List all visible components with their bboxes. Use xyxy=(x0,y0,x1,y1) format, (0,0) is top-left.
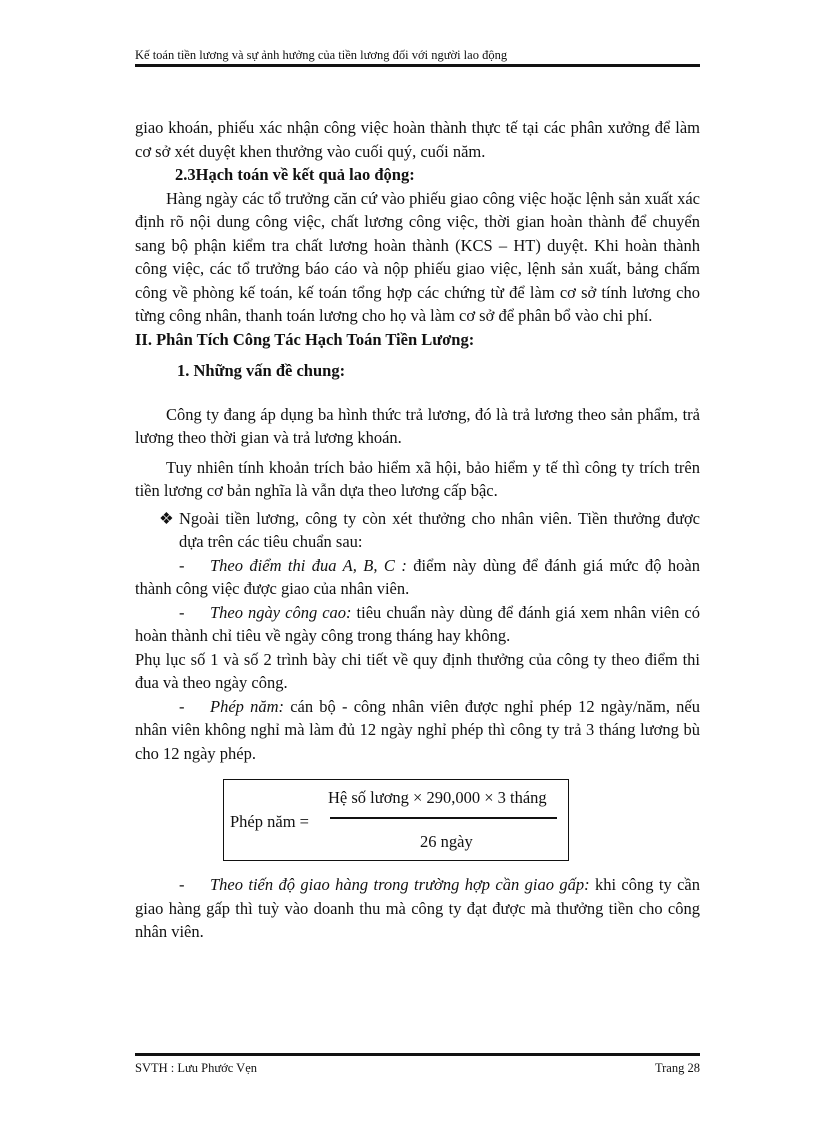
bonus-bullet-text: Ngoài tiền lương, công ty còn xét thưởng cho nhân viên. Tiền thưởng được dựa trên các tiêu chuẩn sau: xyxy=(179,508,700,551)
running-header: Kế toán tiền lương và sự ảnh hưởng của tiền lương đối với người lao động xyxy=(135,48,508,62)
annual-leave-formula-box xyxy=(223,779,569,861)
header-rule xyxy=(135,64,700,67)
footer-page-number: Trang 28 xyxy=(654,1061,700,1075)
page-body xyxy=(135,116,700,944)
criterion-desc: khi công ty cần giao hàng gấp thì tuỳ vào doanh thu mà công ty đạt được mà thưởng tiền cho công nhân viên. xyxy=(135,875,700,941)
criterion-emulation-score xyxy=(135,554,700,601)
formula-denominator: 26 ngày xyxy=(420,832,473,851)
criterion-term: Theo ngày công cao: xyxy=(210,602,352,622)
pay-forms-paragraph: Công ty đang áp dụng ba hình thức trả lương, đó là trả lương theo sản phẩm, trả lương theo thời gian và trả lương khoán. xyxy=(135,404,700,447)
dash-marker: - xyxy=(179,696,185,716)
appendix-note: Phụ lục số 1 và số 2 trình bày chi tiết về quy định thưởng của công ty theo điểm thi đua và theo ngày công. xyxy=(135,649,700,692)
heading-2-3: 2.3Hạch toán về kết quả lao động: xyxy=(175,165,415,184)
criterion-urgent-delivery xyxy=(135,873,700,944)
criterion-desc: tiêu chuẩn này dùng để đánh giá xem nhân viên có hoàn thành chỉ tiêu về ngày công trong tháng hay không. xyxy=(135,602,700,645)
footer-author: SVTH : Lưu Phước Vẹn xyxy=(135,1061,258,1075)
labor-results-paragraph: Hàng ngày các tổ trưởng căn cứ vào phiếu giao công việc hoặc lệnh sản xuất xác định rõ nội dung công việc, chất lương công việc, thời gian hoàn thành để chuyển sang bộ phận kiểm tra chất lương hoàn thành (KCS – HT) duyệt. Khi hoàn thành công việc, các tổ trưởng báo cáo và nộp phiếu giao việc, lệnh sản xuất, bảng chấm công về phòng kế toán, kế toán tổng hợp các chứng từ để làm cơ sở tính lương cho từng công nhân, thanh toán lương cho họ và làm cơ sở để phân bổ vào chi phí. xyxy=(135,188,700,325)
dash-marker: - xyxy=(179,602,185,622)
criterion-term: Theo tiến độ giao hàng trong trường hợp cần giao gấp: xyxy=(210,875,590,894)
dash-marker: - xyxy=(179,555,185,575)
criterion-annual-leave xyxy=(135,695,700,766)
bonus-bullet xyxy=(135,507,700,554)
formula-label: Phép năm = xyxy=(230,812,309,831)
footer-rule xyxy=(135,1053,700,1056)
criterion-desc: điểm này dùng để đánh giá mức độ hoàn thành công việc được giao của nhân viên. xyxy=(135,555,701,598)
criterion-desc: cán bộ - công nhân viên được nghỉ phép 12 ngày/năm, nếu nhân viên không nghỉ mà làm đủ 12 ngày nghỉ phép thì công ty trả 3 tháng lương bù cho 12 ngày phép. xyxy=(135,696,700,763)
diamond-bullet-icon: ❖ xyxy=(159,508,174,528)
criterion-term: Theo điểm thi đua A, B, C : xyxy=(210,555,407,575)
insurance-paragraph: Tuy nhiên tính khoản trích bảo hiểm xã hội, bảo hiểm y tế thì công ty trích trên tiền lương cơ bản nghĩa là vẫn dựa theo lương cấp bậc. xyxy=(135,457,700,500)
heading-general-issues: 1. Những vấn đề chung: xyxy=(177,361,346,380)
heading-section-II: II. Phân Tích Công Tác Hạch Toán Tiền Lương: xyxy=(135,329,475,349)
dash-marker: - xyxy=(179,875,185,894)
formula-numerator: Hệ số lương × 290,000 × 3 tháng xyxy=(328,788,547,807)
intro-paragraph: giao khoán, phiếu xác nhận công việc hoàn thành thực tế tại các phân xưởng để làm cơ sở xét duyệt khen thưởng vào cuối quý, cuối năm. xyxy=(135,118,700,161)
criterion-term: Phép năm: xyxy=(210,696,285,716)
fraction-bar xyxy=(330,817,557,819)
criterion-high-workdays xyxy=(135,601,700,648)
